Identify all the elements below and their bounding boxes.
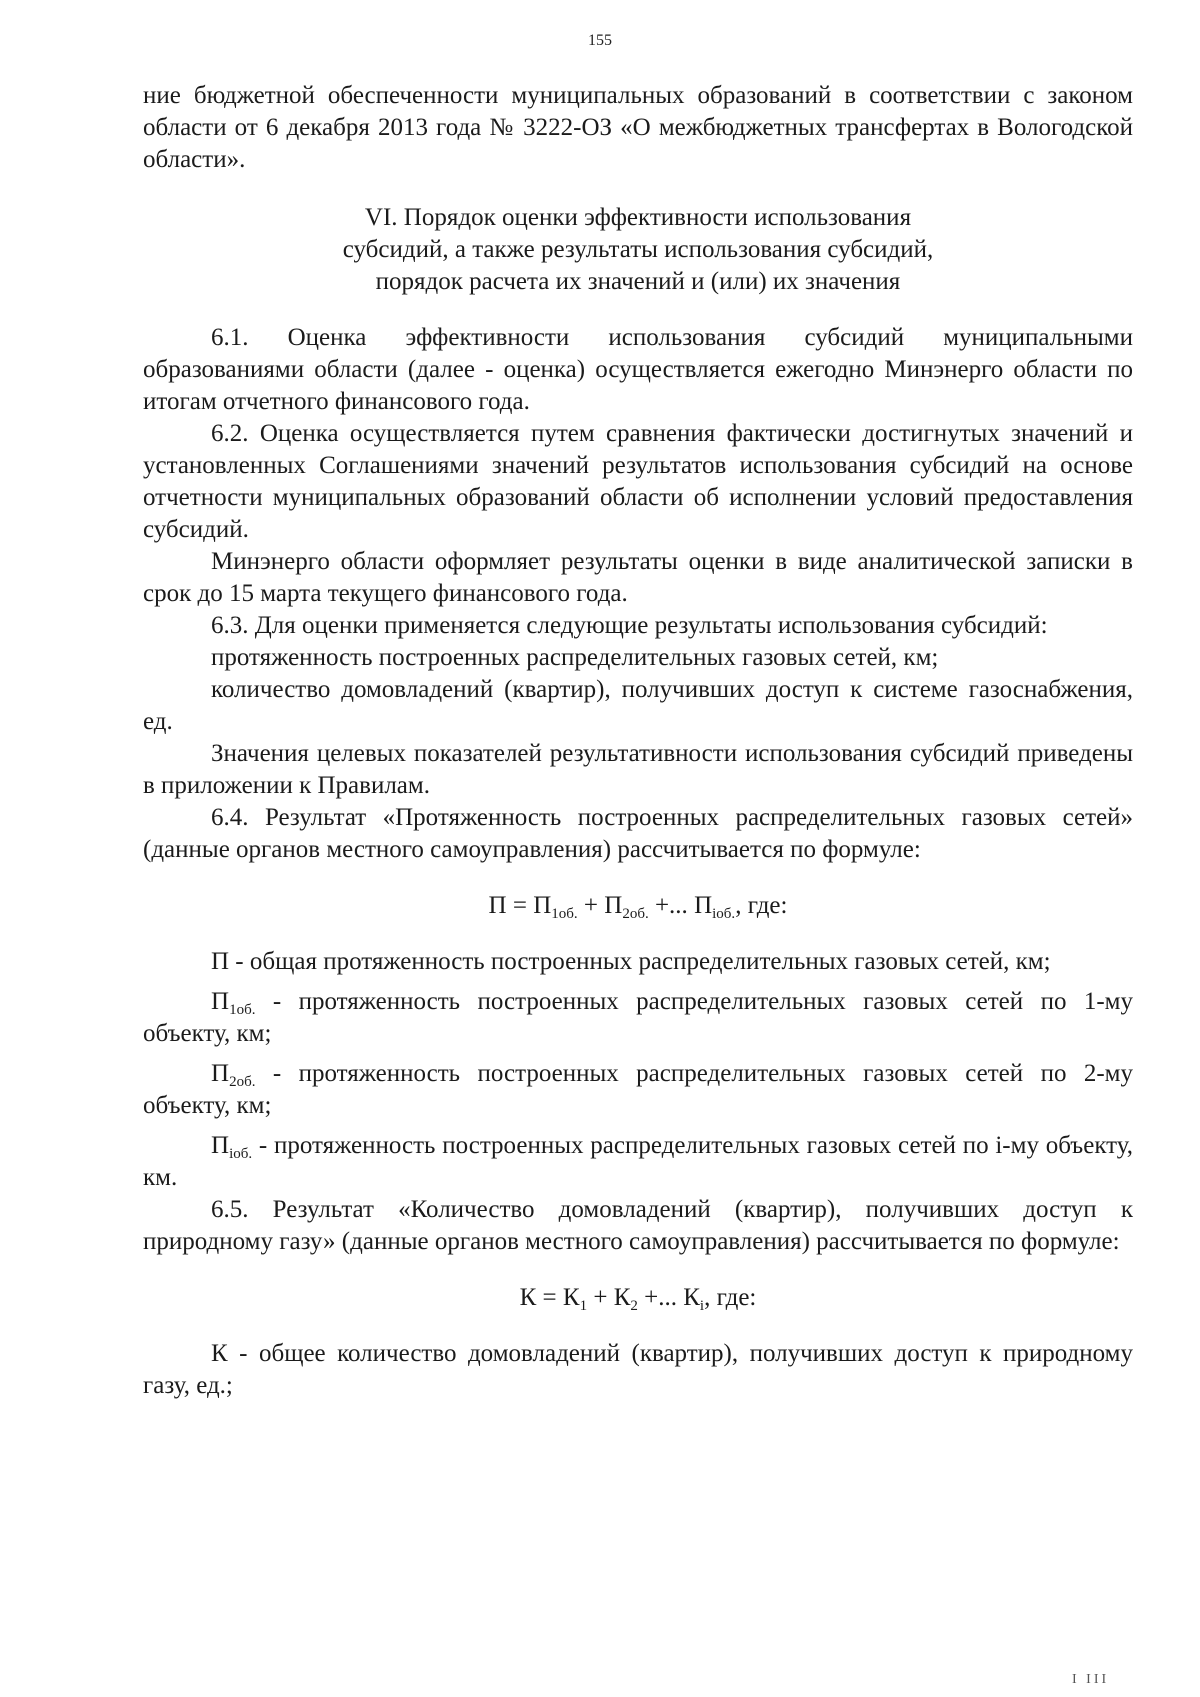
paragraph-6-5: 6.5. Результат «Количество домовладений (квартир), получивших доступ к природному газу» (данные органов местного самоуправления) рассчитывается по формуле: [143, 1196, 1133, 1255]
paragraph-values: Значения целевых показателей результативности использования субсидий приведены в приложении к Правилам. [143, 740, 1133, 799]
definition-total-households: К - общее количество домовладений (квартир), получивших доступ к природному газу, ед.; [143, 1340, 1133, 1399]
list-item-length: протяженность построенных распределительных газовых сетей, км; [211, 644, 939, 671]
paragraph-6-4: 6.4. Результат «Протяженность построенных распределительных газовых сетей» (данные органов местного самоуправления) рассчитывается по формуле: [143, 804, 1133, 863]
paragraph-6-3: 6.3. Для оценки применяется следующие результаты использования субсидий: [211, 612, 1048, 639]
intro-paragraph: ние бюджетной обеспеченности муниципальных образований в соответствии с законом области от 6 декабря 2013 года № 3222-ОЗ «О межбюджетных трансфертах в Вологодской области». [143, 82, 1133, 173]
document-body [143, 80, 1133, 1402]
section-heading [143, 202, 1133, 298]
list-item-households: количество домовладений (квартир), получивших доступ к системе газоснабжения, ед. [143, 676, 1133, 735]
heading-line-2: субсидий, а также результаты использования субсидий, [342, 236, 934, 263]
paragraph-minenergo: Минэнерго области оформляет результаты оценки в виде аналитической записки в срок до 15 марта текущего финансового года. [143, 548, 1133, 607]
definition-total-length: П - общая протяженность построенных распределительных газовых сетей, км; [211, 948, 1051, 975]
page-number: 155 [588, 32, 612, 49]
definition-length-object-2: $П_{2об.}$ - протяженность построенных распределительных газовых сетей по 2-му объекту, км; [143, 1060, 1133, 1119]
paragraph-6-2: 6.2. Оценка осуществляется путем сравнения фактически достигнутых значений и установленных Соглашениями значений результатов использования субсидий на основе отчетности муниципальных образований области об исполнении условий предоставления субсидий. [143, 420, 1133, 543]
formula-length: $П = П_{1об.} + П_{2об.}$ +... $П_{iоб.}$, где: [488, 892, 788, 922]
formula-households: $К = К_1 + К_2$ +... $К_i$, где: [519, 1284, 757, 1314]
definition-length-object-i: $П_{iоб.}$ - протяженность построенных распределительных газовых сетей по i-му объекту, км. [143, 1132, 1133, 1191]
corner-scan-mark: I III [1072, 1672, 1110, 1687]
heading-line-3: порядок расчета их значений и (или) их значения [375, 268, 901, 295]
definition-length-object-1: $П_{1об.}$ - протяженность построенных распределительных газовых сетей по 1-му объекту, км; [143, 988, 1133, 1047]
paragraph-6-1: 6.1. Оценка эффективности использования субсидий муниципальными образованиями области (далее - оценка) осуществляется ежегодно Минэнерго области по итогам отчетного финансового года. [143, 324, 1133, 415]
heading-line-1: VI. Порядок оценки эффективности использования [364, 204, 912, 231]
